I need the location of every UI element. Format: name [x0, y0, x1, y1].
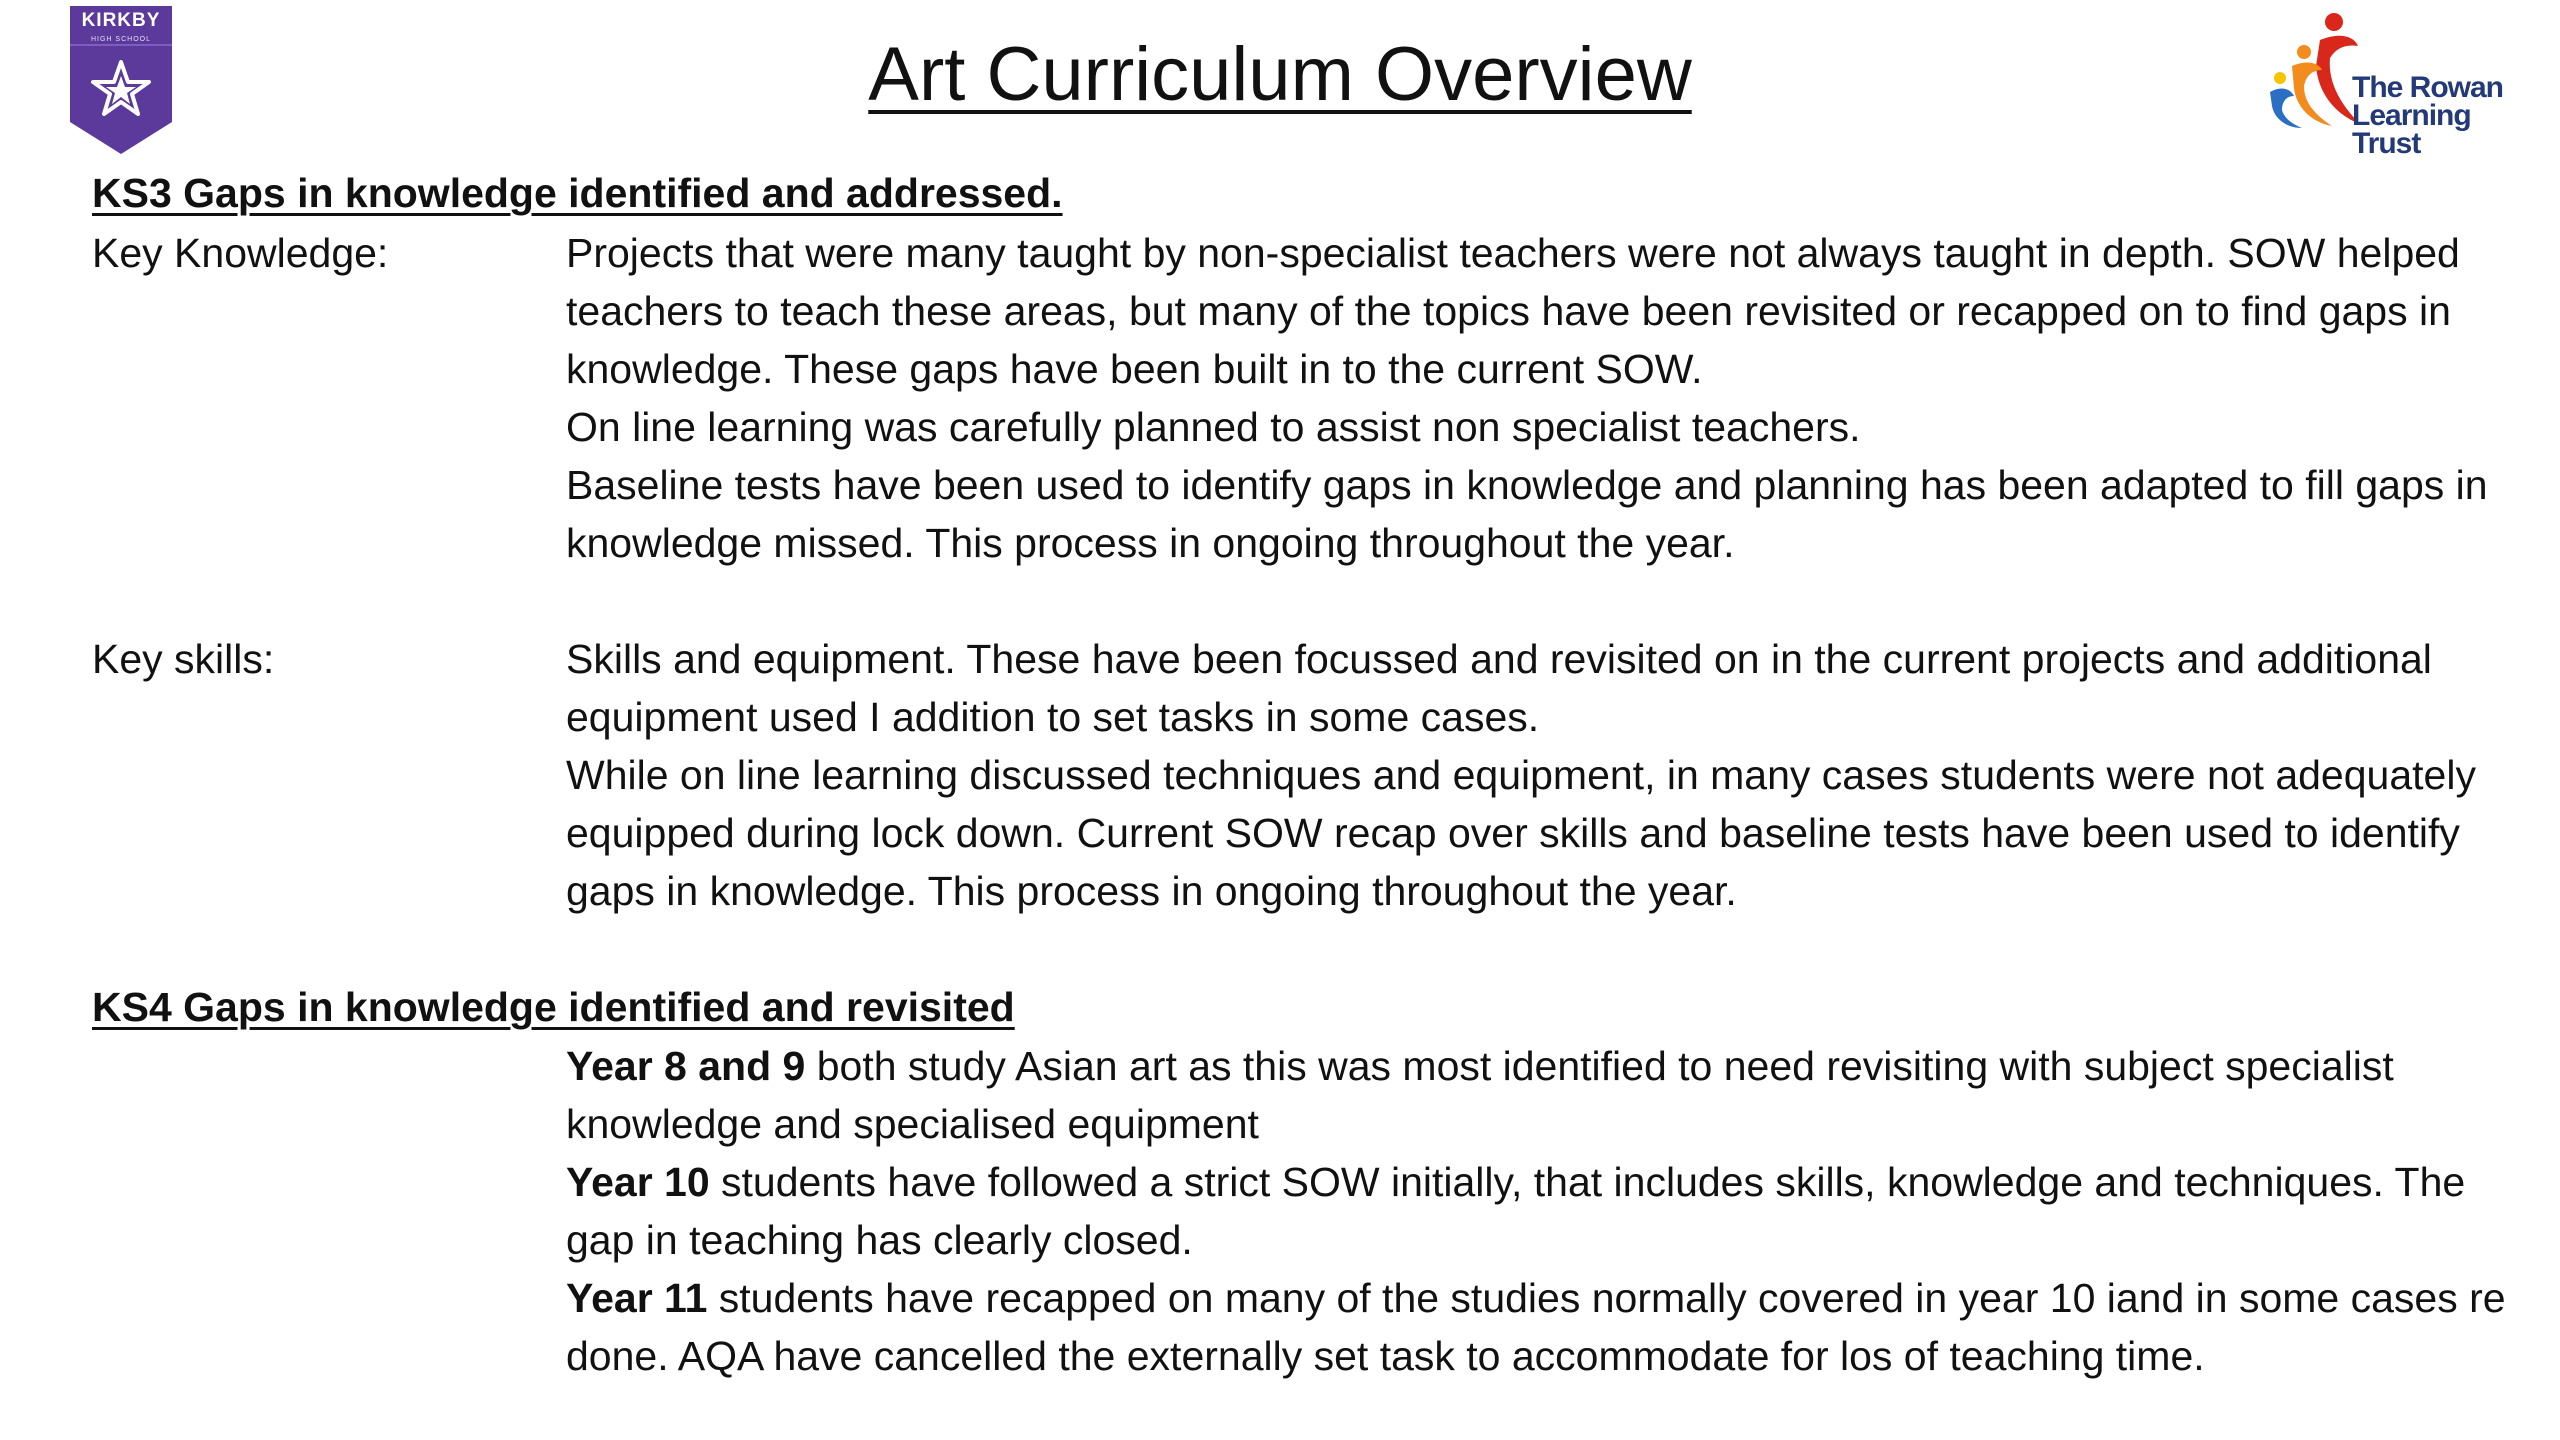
ks4-text: [566, 1037, 2526, 1385]
ks4-item: [566, 1037, 2526, 1153]
knowledge-paragraph: Baseline tests have been used to identify gaps in knowledge and planning has been adapted to fill gaps in knowledge missed. This process in ongoing throughout the year.: [566, 462, 2488, 566]
knowledge-paragraph: Projects that were many taught by non-specialist teachers were not always taught in depth. SOW helped teachers to teach these areas, but many of the topics have been revisited or recapped on to find gaps in knowledge. These gaps have been built in to the current SOW.: [566, 230, 2460, 392]
key-skills-label: Key skills:: [92, 636, 275, 682]
ks4-item-year: Year 11: [566, 1275, 708, 1321]
ks4-item: [566, 1269, 2526, 1385]
knowledge-paragraph: On line learning was carefully planned to assist non specialist teachers.: [566, 404, 1861, 450]
skills-paragraph: While on line learning discussed techniques and equipment, in many cases students were not adequately equipped during lock down. Current SOW recap over skills and baseline tests have been used to identify gaps in knowledge. This process in ongoing throughout the year.: [566, 752, 2476, 914]
ks4-item: [566, 1153, 2526, 1269]
ks4-item-text: students have recapped on many of the studies normally covered in year 10 iand in some cases re done. AQA have cancelled the externally set task to accommodate for los of teaching time.: [566, 1275, 2506, 1379]
kirkby-logo-name: KIRKBY: [81, 10, 161, 31]
rowan-logo-line2: Learning Trust: [2352, 99, 2471, 160]
rowan-logo-line1: The Rowan: [2352, 71, 2504, 104]
key-knowledge-text: [566, 224, 2526, 572]
key-skills-text: [566, 630, 2526, 920]
page-title: Art Curriculum Overview: [868, 32, 1692, 117]
rowan-logo-text: [2352, 71, 2522, 160]
kirkby-logo-subtitle: HIGH SCHOOL: [90, 36, 151, 43]
rowan-trust-logo: [2262, 6, 2522, 160]
skills-paragraph: Skills and equipment. These have been focussed and revisited on in the current projects and additional equipment used I addition to set tasks in some cases.: [566, 636, 2432, 740]
ks3-heading: KS3 Gaps in knowledge identified and addressed.: [92, 170, 1063, 216]
ks4-item-year: Year 8 and 9: [566, 1043, 806, 1089]
ks4-heading: KS4 Gaps in knowledge identified and revisited: [92, 984, 1015, 1030]
ks4-item-year: Year 10: [566, 1159, 710, 1205]
ks4-item-text: students have followed a strict SOW initially, that includes skills, knowledge and techniques. The gap in teaching has clearly closed.: [566, 1159, 2466, 1263]
key-knowledge-label: Key Knowledge:: [92, 230, 389, 276]
rowan-figures-icon: [2262, 6, 2362, 136]
ks4-item-text: both study Asian art as this was most identified to need revisiting with subject specialist knowledge and specialised equipment: [566, 1043, 2394, 1147]
